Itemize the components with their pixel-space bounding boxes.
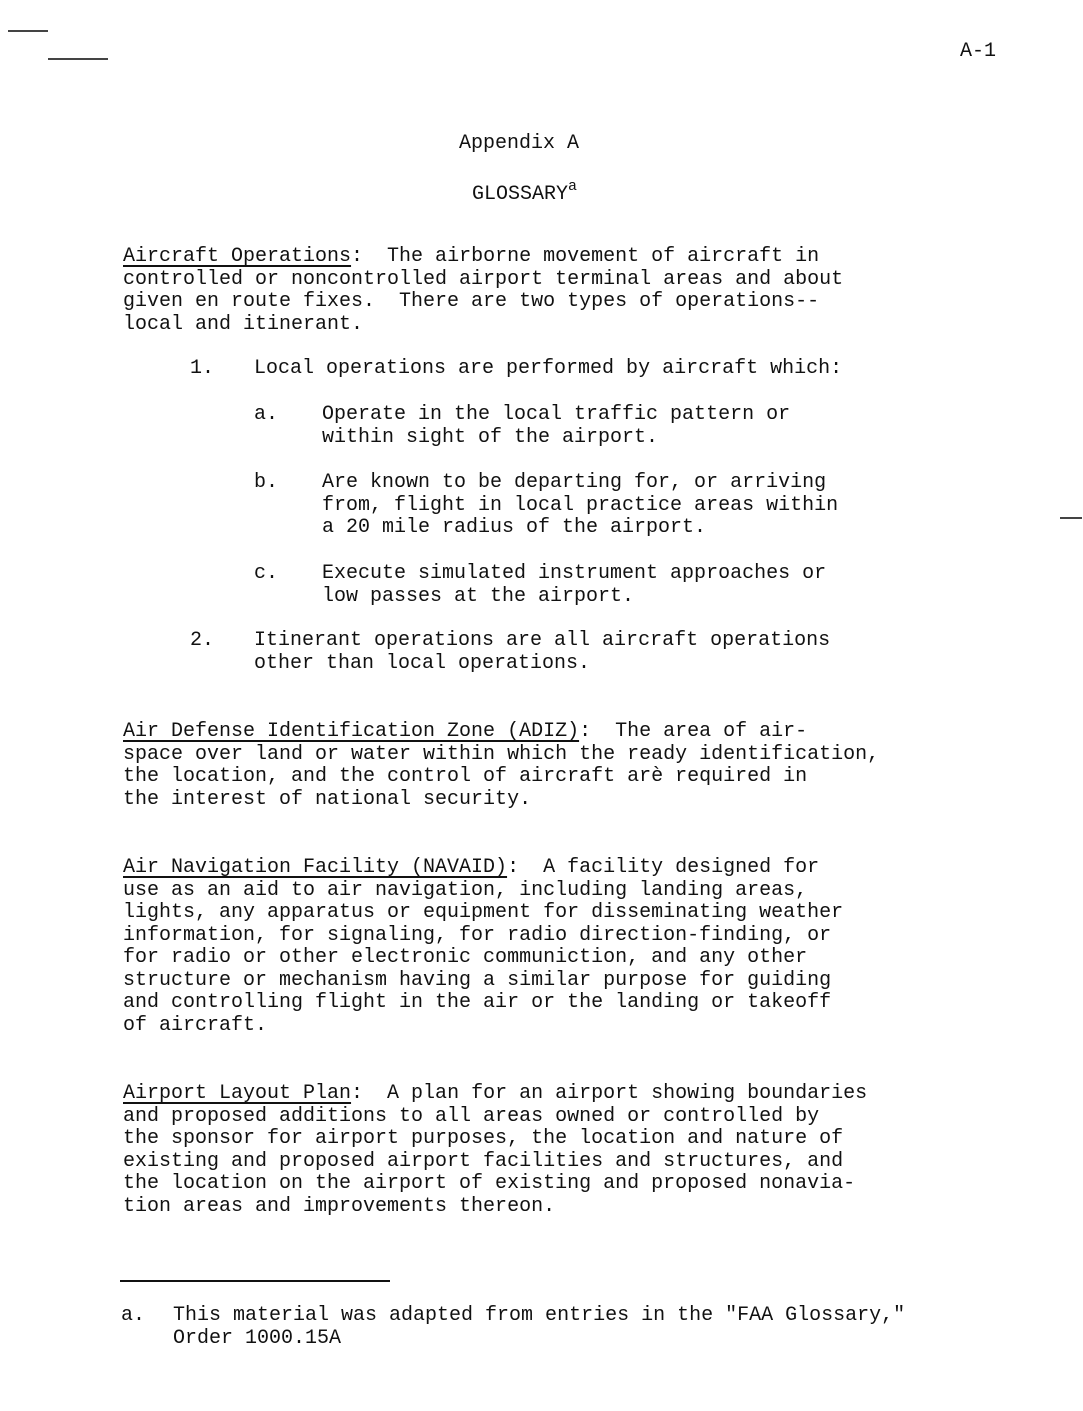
glossary-title-text: GLOSSARY bbox=[472, 183, 569, 206]
entry-first-line bbox=[123, 1083, 1003, 1106]
entry-line: given en route fixes. There are two types of operations-- bbox=[123, 290, 820, 313]
glossary-term: Aircraft Operations bbox=[123, 245, 352, 268]
entry-line: the location on the airport of existing and proposed nonavia- bbox=[123, 1172, 856, 1195]
entry-text: : The airborne movement of aircraft in bbox=[351, 245, 820, 268]
footnote-letter: a. bbox=[121, 1304, 146, 1327]
entry-line: tion areas and improvements thereon. bbox=[123, 1194, 556, 1218]
entry-line: information, for signaling, for radio direction-finding, or bbox=[123, 923, 832, 947]
entry-line: controlled or noncontrolled airport terminal areas and about bbox=[123, 267, 844, 291]
item-line: other than local operations. bbox=[254, 651, 591, 675]
entry-line: and controlling flight in the air or the landing or takeoff bbox=[123, 991, 832, 1014]
entry-text: : A plan for an airport showing boundaries bbox=[351, 1082, 868, 1105]
item-line: Local operations are performed by aircraft which: bbox=[254, 357, 843, 380]
subitem-line: low passes at the airport. bbox=[322, 584, 635, 608]
entry-line: existing and proposed airport facilities and structures, and bbox=[123, 1149, 844, 1173]
glossary-term: Air Navigation Facility (NAVAID) bbox=[123, 856, 508, 879]
subitem-line: Operate in the local traffic pattern or bbox=[322, 403, 791, 426]
footnote-text bbox=[173, 1305, 905, 1350]
entry-line: structure or mechanism having a similar purpose for guiding bbox=[123, 968, 832, 992]
entry-airport-layout-plan bbox=[123, 1083, 1003, 1218]
entry-navaid bbox=[123, 857, 1003, 1037]
subitem-letter: a. bbox=[254, 403, 279, 426]
entry-first-line bbox=[123, 721, 1003, 744]
entry-adiz bbox=[123, 721, 1003, 811]
footnote-rule bbox=[120, 1280, 390, 1282]
subitem-letter: c. bbox=[254, 562, 279, 585]
entry-line: the sponsor for airport purposes, the location and nature of bbox=[123, 1127, 844, 1150]
subitem-line: within sight of the airport. bbox=[322, 425, 659, 449]
scan-mark bbox=[1060, 517, 1082, 519]
page-number: A-1 bbox=[960, 40, 997, 63]
subitem-text bbox=[322, 563, 826, 608]
glossary-term: Air Defense Identification Zone (ADIZ) bbox=[123, 720, 580, 743]
glossary-title bbox=[472, 176, 577, 206]
subitem-letter: b. bbox=[254, 471, 279, 494]
entry-line: of aircraft. bbox=[123, 1013, 268, 1037]
entry-line: for radio or other electronic communiction, and any other bbox=[123, 946, 808, 969]
scan-mark bbox=[48, 58, 108, 60]
item-line: Itinerant operations are all aircraft operations bbox=[254, 629, 831, 652]
footnote-line: This material was adapted from entries in the "FAA Glossary," bbox=[173, 1304, 906, 1327]
footnote-mark: a bbox=[568, 178, 578, 195]
entry-text: : A facility designed for bbox=[507, 856, 820, 879]
item-number: 2. bbox=[190, 629, 215, 652]
subitem-line: a 20 mile radius of the airport. bbox=[322, 516, 707, 539]
scan-mark bbox=[8, 30, 48, 32]
entry-line: the interest of national security. bbox=[123, 787, 532, 811]
item-text bbox=[254, 630, 830, 675]
entry-line: and proposed additions to all areas owned or controlled by bbox=[123, 1104, 820, 1128]
entry-line: lights, any apparatus or equipment for disseminating weather bbox=[123, 901, 844, 924]
entry-line: the location, and the control of aircraft arè required in bbox=[123, 765, 808, 788]
item-number: 1. bbox=[190, 357, 215, 380]
entry-text: : The area of air- bbox=[579, 720, 808, 743]
entry-first-line bbox=[123, 246, 1003, 269]
entry-line: local and itinerant. bbox=[123, 312, 364, 336]
subitem-text bbox=[322, 472, 838, 540]
entry-line: space over land or water within which the ready identification, bbox=[123, 742, 880, 766]
subitem-line: Execute simulated instrument approaches or bbox=[322, 562, 827, 585]
appendix-title: Appendix A bbox=[459, 132, 580, 155]
footnote-line: Order 1000.15A bbox=[173, 1326, 342, 1350]
subitem-line: from, flight in local practice areas within bbox=[322, 493, 839, 517]
subitem-text bbox=[322, 404, 790, 449]
glossary-term: Airport Layout Plan bbox=[123, 1082, 352, 1105]
entry-first-line bbox=[123, 857, 1003, 880]
subitem-line: Are known to be departing for, or arriving bbox=[322, 471, 827, 494]
entry-line: use as an aid to air navigation, including landing areas, bbox=[123, 878, 808, 902]
entry-aircraft-operations bbox=[123, 246, 1003, 336]
